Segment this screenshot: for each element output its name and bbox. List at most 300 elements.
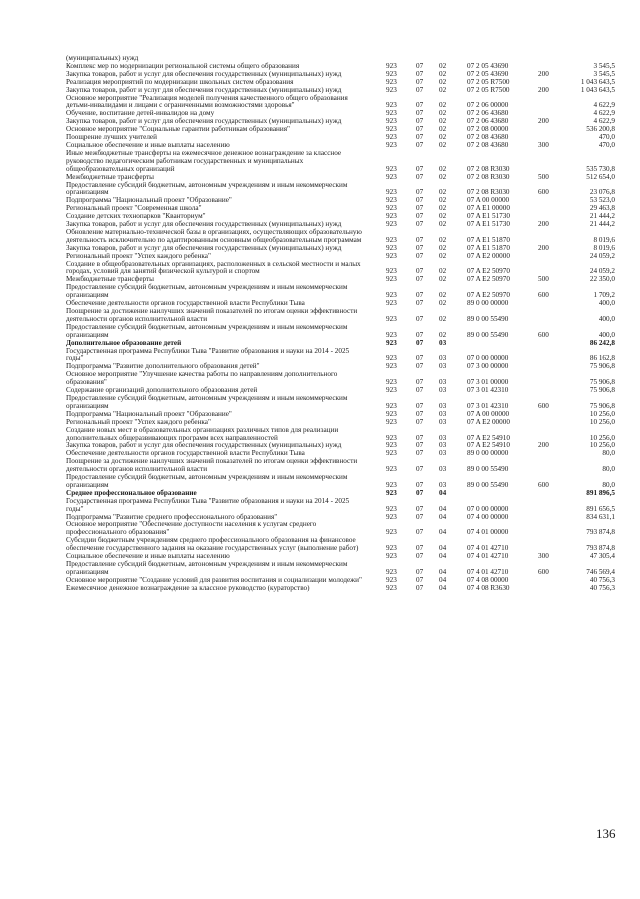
target-article-code: 07 2 05 R7500: [467, 77, 510, 86]
row-name: Основное мероприятие "Реализация моделей получения качественного общего образования детьми-инвалидами и лицами с ограниченными возможностями здоровья": [66, 93, 348, 110]
ministry-code: 923: [386, 465, 397, 474]
target-article-code: 07 A E2 50970: [467, 267, 510, 276]
target-article-code: 07 4 01 42710: [467, 552, 509, 561]
row-name: Закупка товаров, работ и услуг для обеспечения государственных (муниципальных) нужд: [66, 69, 342, 78]
subsection-code: 03: [439, 433, 447, 442]
subsection-code: 04: [439, 583, 447, 592]
subsection-code: 03: [439, 465, 447, 474]
ministry-code: 923: [386, 164, 397, 173]
subsection-code: 02: [439, 220, 447, 229]
expense-type-code: 200: [538, 243, 549, 252]
section-code: 07: [416, 504, 424, 513]
ministry-code: 923: [386, 480, 397, 489]
table-row: [66, 474, 614, 490]
amount: 75 906,8: [589, 378, 615, 387]
section-code: 07: [416, 465, 424, 474]
target-article-code: 07 A E1 51870: [467, 243, 510, 252]
expense-type-code: 600: [538, 291, 549, 300]
subsection-code: 03: [439, 401, 447, 410]
amount: 21 444,2: [589, 220, 615, 229]
row-name: Создание новых мест в образовательных организациях различных типов для реализации дополнительных общеразвивающих программ всех направленностей: [66, 425, 339, 442]
ministry-code: 923: [386, 330, 397, 339]
amount: 29 463,8: [589, 204, 615, 213]
subsection-code: 02: [439, 140, 447, 149]
table-row: [66, 458, 614, 474]
budget-table: [66, 55, 614, 593]
expense-type-code: 600: [538, 567, 549, 576]
amount: 22 350,0: [589, 275, 615, 284]
amount: 10 256,0: [589, 433, 615, 442]
expense-type-code: 200: [538, 69, 549, 78]
ministry-code: 923: [386, 512, 397, 521]
subsection-code: 02: [439, 125, 447, 134]
ministry-code: 923: [386, 251, 397, 260]
section-code: 07: [416, 575, 424, 584]
ministry-code: 923: [386, 552, 397, 561]
table-row: [66, 229, 614, 245]
target-article-code: 07 A E2 54910: [467, 441, 510, 450]
subsection-code: 02: [439, 164, 447, 173]
amount: 80,0: [602, 465, 615, 474]
section-code: 07: [416, 417, 424, 426]
subsection-code: 03: [439, 417, 447, 426]
ministry-code: 923: [386, 433, 397, 442]
expense-type-code: 600: [538, 401, 549, 410]
target-article-code: 89 0 00 55490: [467, 480, 509, 489]
amount: 40 756,3: [589, 583, 615, 592]
row-name: Закупка товаров, работ и услуг для обеспечения государственных (муниципальных) нужд: [66, 117, 342, 126]
row-name: Межбюджетные трансферты: [66, 275, 154, 284]
section-code: 07: [416, 441, 424, 450]
amount: 400,0: [598, 330, 615, 339]
row-name: Поощрение лучших учителей: [66, 133, 157, 142]
table-row: [66, 308, 614, 324]
amount: 512 654,0: [586, 172, 615, 181]
amount: 891 656,5: [586, 504, 615, 513]
table-row: [66, 182, 614, 198]
section-code: 07: [416, 77, 424, 86]
expense-type-code: 200: [538, 441, 549, 450]
subsection-code: 02: [439, 275, 447, 284]
amount: 10 256,0: [589, 409, 615, 418]
ministry-code: 923: [386, 354, 397, 363]
row-name: Субсидии бюджетным учреждениям среднего профессионального образования на финансовое обеспечение государственного задания на оказание государственных услуг (выполнение работ): [66, 536, 359, 553]
target-article-code: 07 2 08 R3030: [467, 188, 510, 197]
target-article-code: 07 A E2 50970: [467, 275, 510, 284]
subsection-code: 03: [439, 441, 447, 450]
row-name: Предоставление субсидий бюджетным, автономным учреждениям и иным некоммерческим организациям: [66, 473, 348, 489]
row-name: Поощрение за достижение наилучших значений показателей по итогам оценки эффективности деятельности органов исполнительной власти: [66, 457, 358, 474]
ministry-code: 923: [386, 140, 397, 149]
section-code: 07: [416, 567, 424, 576]
amount: 4 622,9: [593, 101, 615, 110]
row-name: Дополнительное образование детей: [66, 338, 182, 347]
subsection-code: 03: [439, 338, 447, 347]
section-code: 07: [416, 275, 424, 284]
table-row: [66, 537, 614, 553]
section-code: 07: [416, 401, 424, 410]
subsection-code: 03: [439, 362, 447, 371]
section-code: 07: [416, 386, 424, 395]
ministry-code: 923: [386, 85, 397, 94]
ministry-code: 923: [386, 69, 397, 78]
target-article-code: 89 0 00 55490: [467, 314, 509, 323]
row-name: Предоставление субсидий бюджетным, автономным учреждениям и иным некоммерческим организациям: [66, 393, 348, 410]
target-article-code: 07 2 08 R3030: [467, 164, 510, 173]
subsection-code: 02: [439, 109, 447, 118]
subsection-code: 04: [439, 504, 447, 513]
target-article-code: 07 A E1 51870: [467, 235, 510, 244]
row-name: Региональный проект "Современная школа": [66, 204, 202, 213]
subsection-code: 02: [439, 77, 447, 86]
section-code: 07: [416, 544, 424, 553]
target-article-code: 89 0 00 55490: [467, 465, 509, 474]
target-article-code: 07 A 00 00000: [467, 196, 510, 205]
target-article-code: 89 0 00 00000: [467, 299, 509, 308]
amount: 470,0: [598, 133, 615, 142]
row-name: Предоставление субсидий бюджетным, автономным учреждениям и иным некоммерческим организациям: [66, 180, 348, 197]
row-name: Подпрограмма "Национальный проект "Образование": [66, 196, 232, 205]
ministry-code: 923: [386, 117, 397, 126]
expense-type-code: 600: [538, 330, 549, 339]
amount: 86 162,8: [589, 354, 615, 363]
ministry-code: 923: [386, 417, 397, 426]
amount: 8 019,6: [593, 243, 615, 252]
section-code: 07: [416, 314, 424, 323]
amount: 21 444,2: [589, 212, 615, 221]
ministry-code: 923: [386, 386, 397, 395]
section-code: 07: [416, 299, 424, 308]
ministry-code: 923: [386, 314, 397, 323]
section-code: 07: [416, 243, 424, 252]
expense-type-code: 500: [538, 275, 549, 284]
section-code: 07: [416, 69, 424, 78]
ministry-code: 923: [386, 291, 397, 300]
target-article-code: 07 2 05 43690: [467, 69, 509, 78]
amount: 40 756,3: [589, 575, 615, 584]
section-code: 07: [416, 267, 424, 276]
amount: 47 305,4: [589, 552, 615, 561]
ministry-code: 923: [386, 235, 397, 244]
row-name: Реализация мероприятий по модернизации школьных систем образования: [66, 77, 294, 86]
subsection-code: 02: [439, 196, 447, 205]
table-row: [66, 427, 614, 443]
section-code: 07: [416, 235, 424, 244]
amount: 834 631,1: [586, 512, 615, 521]
target-article-code: 07 2 08 43680: [467, 140, 509, 149]
ministry-code: 923: [386, 204, 397, 213]
section-code: 07: [416, 338, 424, 347]
target-article-code: 07 4 01 42710: [467, 567, 509, 576]
amount: 793 874,8: [586, 544, 615, 553]
row-name: Предоставление субсидий бюджетным, автономным учреждениям и иным некоммерческим организациям: [66, 322, 348, 339]
target-article-code: 07 A E1 00000: [467, 204, 510, 213]
row-name: Комплекс мер по модернизации региональной системы общего образования: [66, 61, 300, 70]
amount: 8 019,6: [593, 235, 615, 244]
amount: 535 730,8: [586, 164, 615, 173]
row-name: (муниципальных) нужд: [66, 54, 139, 62]
section-code: 07: [416, 449, 424, 458]
subsection-code: 03: [439, 386, 447, 395]
row-name: Закупка товаров, работ и услуг для обеспечения государственных (муниципальных) нужд: [66, 220, 342, 229]
ministry-code: 923: [386, 109, 397, 118]
subsection-code: 02: [439, 172, 447, 181]
page-number: 136: [596, 826, 616, 841]
row-name: Государственная программа Республики Тыва "Развитие образования и науки на 2014 - 2025 годы": [66, 496, 350, 513]
amount: 53 523,0: [589, 196, 615, 205]
subsection-code: 02: [439, 212, 447, 221]
ministry-code: 923: [386, 583, 397, 592]
ministry-code: 923: [386, 504, 397, 513]
table-row: [66, 371, 614, 387]
row-name: Основное мероприятие "Улучшение качества работы по направлениям дополнительного образования": [66, 370, 338, 387]
row-name: Содержание организаций дополнительного образования детей: [66, 386, 258, 395]
target-article-code: 07 4 01 42710: [467, 544, 509, 553]
row-name: Поощрение за достижение наилучших значений показателей по итогам оценки эффективности деятельности органов исполнительной власти: [66, 307, 358, 323]
target-article-code: 07 4 01 00000: [467, 528, 509, 537]
ministry-code: 923: [386, 567, 397, 576]
expense-type-code: 300: [538, 140, 549, 149]
target-article-code: 07 3 01 00000: [467, 378, 509, 387]
row-name: Основное мероприятие "Создание условий для развития воспитания и социализации молодежи": [66, 575, 362, 584]
target-article-code: 07 A E2 00000: [467, 417, 510, 426]
row-name: Основное мероприятие "Обеспечение доступности населения к услугам среднего профессионального образования": [66, 520, 317, 537]
amount: 3 545,5: [593, 61, 615, 70]
row-name: Региональный проект "Успех каждого ребенка": [66, 251, 211, 260]
target-article-code: 07 2 05 43690: [467, 61, 509, 70]
section-code: 07: [416, 101, 424, 110]
section-code: 07: [416, 251, 424, 260]
target-article-code: 07 4 08 R3630: [467, 583, 510, 592]
subsection-code: 04: [439, 567, 447, 576]
section-code: 07: [416, 220, 424, 229]
target-article-code: 07 0 00 00000: [467, 504, 509, 513]
subsection-code: 02: [439, 314, 447, 323]
subsection-code: 02: [439, 101, 447, 110]
ministry-code: 923: [386, 275, 397, 284]
amount: 536 200,8: [586, 125, 615, 134]
row-name: Основное мероприятие "Социальные гарантии работникам образования": [66, 125, 290, 134]
amount: 10 256,0: [589, 441, 615, 450]
subsection-code: 04: [439, 575, 447, 584]
row-name: Среднее профессиональное образование: [66, 488, 197, 497]
section-code: 07: [416, 433, 424, 442]
row-name: Обучение, воспитание детей-инвалидов на дому: [66, 109, 215, 118]
target-article-code: 07 3 01 42310: [467, 386, 509, 395]
amount: 80,0: [602, 480, 615, 489]
subsection-code: 02: [439, 69, 447, 78]
target-article-code: 07 2 08 00000: [467, 125, 509, 134]
section-code: 07: [416, 512, 424, 521]
section-code: 07: [416, 291, 424, 300]
table-row: [66, 284, 614, 300]
expense-type-code: 600: [538, 480, 549, 489]
row-name: Социальное обеспечение и иные выплаты населению: [66, 140, 230, 149]
subsection-code: 04: [439, 528, 447, 537]
row-name: Иные межбюджетные трансферты на ежемесячное денежное вознаграждение за классное руководство педагогическим работникам государственных и муниципальных общеобразовательных организаций: [66, 148, 342, 173]
ministry-code: 923: [386, 243, 397, 252]
subsection-code: 02: [439, 204, 447, 213]
table-row: [66, 324, 614, 340]
amount: 24 059,2: [589, 267, 615, 276]
table-row: [66, 348, 614, 364]
section-code: 07: [416, 117, 424, 126]
subsection-code: 02: [439, 133, 447, 142]
subsection-code: 02: [439, 330, 447, 339]
expense-type-code: 500: [538, 172, 549, 181]
amount: 746 569,4: [586, 567, 615, 576]
target-article-code: 07 A E2 54910: [467, 433, 510, 442]
section-code: 07: [416, 61, 424, 70]
ministry-code: 923: [386, 362, 397, 371]
section-code: 07: [416, 164, 424, 173]
amount: 891 896,5: [586, 488, 615, 497]
ministry-code: 923: [386, 299, 397, 308]
table-row: [66, 521, 614, 537]
target-article-code: 07 4 08 00000: [467, 575, 509, 584]
target-article-code: 07 A E2 50970: [467, 291, 510, 300]
amount: 10 256,0: [589, 417, 615, 426]
row-name: Обеспечение деятельности органов государственной власти Республики Тыва: [66, 449, 305, 458]
ministry-code: 923: [386, 101, 397, 110]
section-code: 07: [416, 212, 424, 221]
ministry-code: 923: [386, 401, 397, 410]
ministry-code: 923: [386, 409, 397, 418]
subsection-code: 03: [439, 409, 447, 418]
amount: 4 622,9: [593, 117, 615, 126]
ministry-code: 923: [386, 172, 397, 181]
amount: 24 059,2: [589, 251, 615, 260]
subsection-code: 02: [439, 251, 447, 260]
amount: 1 043 643,5: [580, 77, 615, 86]
ministry-code: 923: [386, 267, 397, 276]
subsection-code: 04: [439, 512, 447, 521]
row-name: Закупка товаров, работ и услуг для обеспечения государственных (муниципальных) нужд: [66, 243, 342, 252]
ministry-code: 923: [386, 77, 397, 86]
amount: 4 622,9: [593, 109, 615, 118]
subsection-code: 04: [439, 488, 447, 497]
section-code: 07: [416, 409, 424, 418]
table-row: [66, 261, 614, 277]
row-name: Межбюджетные трансферты: [66, 172, 154, 181]
section-code: 07: [416, 172, 424, 181]
ministry-code: 923: [386, 196, 397, 205]
section-code: 07: [416, 85, 424, 94]
ministry-code: 923: [386, 212, 397, 221]
row-name: Ежемесячное денежное вознаграждение за классное руководство (кураторство): [66, 583, 310, 592]
row-name: Предоставление субсидий бюджетным, автономным учреждениям и иным некоммерческим организациям: [66, 560, 348, 576]
subsection-code: 03: [439, 354, 447, 363]
row-name: Подпрограмма "Развитие дополнительного образования детей": [66, 362, 260, 371]
section-code: 07: [416, 480, 424, 489]
row-name: Создание в общеобразовательных организациях, расположенных в сельской местности и малых городах, условий для занятий физической культурой и спортом: [66, 259, 361, 276]
row-name: Создание детских технопарков "Кванториум": [66, 212, 206, 221]
row-name: Региональный проект "Успех каждого ребенка": [66, 417, 211, 426]
amount: 1 709,2: [593, 291, 615, 300]
amount: 23 076,8: [589, 188, 615, 197]
ministry-code: 923: [386, 220, 397, 229]
subsection-code: 02: [439, 299, 447, 308]
section-code: 07: [416, 109, 424, 118]
amount: 1 043 643,5: [580, 85, 615, 94]
target-article-code: 07 0 00 00000: [467, 354, 509, 363]
ministry-code: 923: [386, 488, 397, 497]
target-article-code: 07 2 05 R7500: [467, 85, 510, 94]
section-code: 07: [416, 552, 424, 561]
row-name: Подпрограмма "Развитие среднего профессионального образования": [66, 512, 278, 521]
target-article-code: 89 0 00 00000: [467, 449, 509, 458]
row-name: Закупка товаров, работ и услуг для обеспечения государственных (муниципальных) нужд: [66, 85, 342, 94]
target-article-code: 07 A 00 00000: [467, 409, 510, 418]
subsection-code: 02: [439, 85, 447, 94]
section-code: 07: [416, 188, 424, 197]
section-code: 07: [416, 196, 424, 205]
target-article-code: 07 2 06 00000: [467, 101, 509, 110]
row-name: Обновление материально-технической базы в организациях, осуществляющих образовательную деятельность исключительно по адаптированным основным общеобразовательным программам: [66, 227, 362, 244]
ministry-code: 923: [386, 338, 397, 347]
section-code: 07: [416, 133, 424, 142]
amount: 470,0: [598, 140, 615, 149]
amount: 793 874,8: [586, 528, 615, 537]
subsection-code: 03: [439, 449, 447, 458]
ministry-code: 923: [386, 378, 397, 387]
amount: 80,0: [602, 449, 615, 458]
subsection-code: 02: [439, 117, 447, 126]
ministry-code: 923: [386, 544, 397, 553]
target-article-code: 07 A E2 00000: [467, 251, 510, 260]
table-row: [66, 561, 614, 577]
expense-type-code: 600: [538, 188, 549, 197]
subsection-code: 02: [439, 188, 447, 197]
row-name: Государственная программа Республики Тыва "Развитие образования и науки на 2014 - 2025 годы": [66, 346, 350, 363]
section-code: 07: [416, 583, 424, 592]
section-code: 07: [416, 330, 424, 339]
amount: 86 242,8: [589, 338, 615, 347]
expense-type-code: 300: [538, 552, 549, 561]
target-article-code: 07 A E1 51730: [467, 220, 510, 229]
target-article-code: 07 A E1 51730: [467, 212, 510, 221]
subsection-code: 04: [439, 544, 447, 553]
target-article-code: 07 3 01 42310: [467, 401, 509, 410]
subsection-code: 03: [439, 480, 447, 489]
target-article-code: 07 2 06 43680: [467, 117, 509, 126]
ministry-code: 923: [386, 133, 397, 142]
target-article-code: 89 0 00 55490: [467, 330, 509, 339]
row-name: Подпрограмма "Национальный проект "Образование": [66, 409, 232, 418]
ministry-code: 923: [386, 441, 397, 450]
expense-type-code: 200: [538, 85, 549, 94]
amount: 75 906,8: [589, 386, 615, 395]
subsection-code: 02: [439, 235, 447, 244]
amount: 3 545,5: [593, 69, 615, 78]
row-name: Закупка товаров, работ и услуг для обеспечения государственных (муниципальных) нужд: [66, 441, 342, 450]
ministry-code: 923: [386, 61, 397, 70]
ministry-code: 923: [386, 188, 397, 197]
row-name: Социальное обеспечение и иные выплаты населению: [66, 552, 230, 561]
table-row: [66, 95, 614, 111]
row-name: Предоставление субсидий бюджетным, автономным учреждениям и иным некоммерческим организациям: [66, 283, 348, 300]
ministry-code: 923: [386, 449, 397, 458]
table-row: [66, 585, 614, 593]
ministry-code: 923: [386, 125, 397, 134]
ministry-code: 923: [386, 575, 397, 584]
table-row: [66, 150, 614, 174]
expense-type-code: 200: [538, 117, 549, 126]
table-row: [66, 498, 614, 514]
subsection-code: 02: [439, 267, 447, 276]
section-code: 07: [416, 125, 424, 134]
subsection-code: 02: [439, 291, 447, 300]
